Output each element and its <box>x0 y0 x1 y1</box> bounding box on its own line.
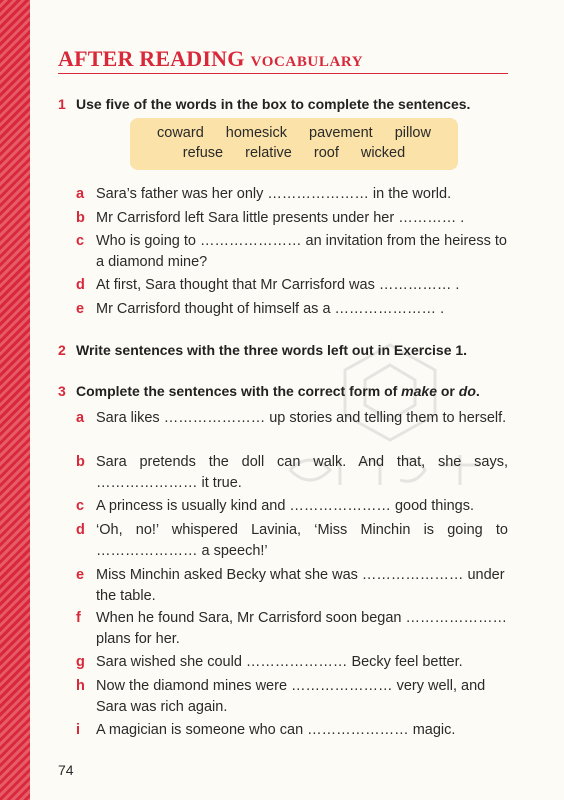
item-text: Sara pretends the doll can walk. And that, she says, ………………… it true. <box>96 454 508 491</box>
word-box-word: pavement <box>309 125 373 141</box>
exercise-1-item <box>76 275 508 296</box>
instruction-word-do: do <box>458 383 476 399</box>
word-box-word: coward <box>157 125 204 141</box>
item-text: Who is going to ………………… an invitation from the heiress to a diamond mine? <box>96 233 507 270</box>
item-text: Miss Minchin asked Becky what she was ………………… under the table. <box>96 567 505 604</box>
exercise-number: 2 <box>58 342 66 358</box>
item-text: Sara wished she could ………………… Becky feel better. <box>96 654 463 670</box>
word-box-word: relative <box>245 145 292 161</box>
item-letter: c <box>76 233 85 249</box>
item-letter: e <box>76 567 85 583</box>
page-content <box>58 0 510 800</box>
instruction-text: Complete the sentences with the correct form of <box>76 383 402 399</box>
item-letter: b <box>76 210 85 226</box>
exercise-number: 1 <box>58 96 66 112</box>
item-text: A magician is someone who can ………………… magic. <box>96 722 456 738</box>
exercise-1-item <box>76 231 508 273</box>
exercise-3-item <box>76 520 508 562</box>
page-number: 74 <box>58 762 74 778</box>
exercise-3-item <box>76 652 508 673</box>
exercise-3-item <box>76 496 508 517</box>
item-text: At first, Sara thought that Mr Carrisford was …………… . <box>96 277 460 293</box>
item-letter: g <box>76 654 85 670</box>
item-text: ‘Oh, no!’ whispered Lavinia, ‘Miss Minchin is going to ………………… a speech!’ <box>96 522 508 559</box>
item-letter: a <box>76 186 85 202</box>
instruction-text: Write sentences with the three words left out in Exercise 1. <box>76 342 468 358</box>
instruction-text: . <box>475 383 480 399</box>
item-text: A princess is usually kind and ………………… good things. <box>96 498 474 514</box>
exercise-3-instruction <box>58 383 510 399</box>
item-letter: d <box>76 522 85 538</box>
word-box-row <box>130 145 458 161</box>
word-box-word: refuse <box>182 145 224 161</box>
exercise-3-item <box>76 608 508 650</box>
word-box-word: homesick <box>225 125 288 141</box>
word-box-word: pillow <box>394 125 431 141</box>
exercise-3-item <box>76 565 508 607</box>
item-text: Mr Carrisford left Sara little presents under her ………… . <box>96 210 465 226</box>
exercise-3-item <box>76 720 508 741</box>
item-letter: a <box>76 410 85 426</box>
exercise-3-item <box>76 452 508 494</box>
word-box-word: roof <box>313 145 339 161</box>
exercise-1-item <box>76 299 508 320</box>
title-rule <box>58 73 508 74</box>
item-letter: e <box>76 301 85 317</box>
exercise-2-instruction <box>58 342 510 358</box>
title-sub: VOCABULARY <box>250 54 364 70</box>
item-text: Sara’s father was her only ………………… in the world. <box>96 186 452 202</box>
exercise-1-item <box>76 208 508 229</box>
page-title <box>58 46 363 72</box>
item-letter: b <box>76 454 85 470</box>
exercise-number: 3 <box>58 383 66 399</box>
item-text: Sara likes ………………… up stories and telling them to herself. <box>96 410 507 426</box>
exercise-1-item <box>76 184 508 205</box>
word-box-row <box>130 125 458 141</box>
red-page-stripe <box>0 0 30 800</box>
exercise-1-instruction <box>58 96 510 112</box>
item-text: When he found Sara, Mr Carrisford soon began ………………… plans for her. <box>96 610 507 647</box>
item-letter: d <box>76 277 85 293</box>
word-box-word: wicked <box>360 145 406 161</box>
item-letter: i <box>76 722 81 738</box>
instruction-text: or <box>436 383 459 399</box>
item-letter: h <box>76 678 85 694</box>
instruction-text: Use five of the words in the box to complete the sentences. <box>76 96 471 112</box>
exercise-3-item <box>76 408 508 429</box>
title-main: AFTER READING <box>58 46 245 71</box>
word-box <box>130 118 458 170</box>
item-letter: f <box>76 610 81 626</box>
item-text: Now the diamond mines were ………………… very well, and Sara was rich again. <box>96 678 486 715</box>
exercise-3-item <box>76 676 508 718</box>
item-text: Mr Carrisford thought of himself as a ………………… . <box>96 301 445 317</box>
instruction-word-make: make <box>401 383 437 399</box>
item-letter: c <box>76 498 85 514</box>
